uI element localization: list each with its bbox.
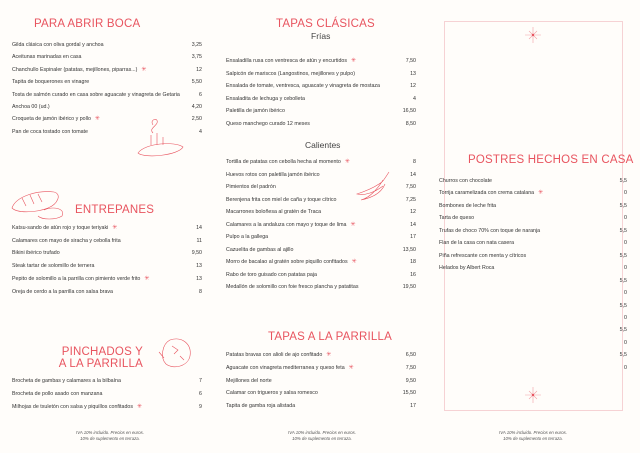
menu-item-name-wrap	[226, 376, 272, 386]
menu-item-price: 9,50	[191, 250, 202, 257]
menu-item-name-wrap	[226, 170, 320, 180]
menu-item-price: 8	[413, 159, 416, 165]
menu-item-price: 13	[410, 70, 416, 77]
menu-item	[226, 220, 416, 230]
menu-item	[439, 251, 627, 261]
footer-note	[50, 430, 170, 442]
footer-note	[473, 430, 593, 442]
menu-item-name: Tapita de gamba roja alistada	[226, 403, 296, 410]
section-title-entrepanes: ENTREPANES	[75, 204, 155, 216]
menu-item-name: Queso manchego curado 12 meses	[226, 121, 310, 127]
star-ornament-icon	[524, 26, 542, 44]
menu-item-name: Tarta de queso	[439, 215, 475, 222]
menu-item-name-wrap	[226, 119, 310, 129]
menu-item-price: 5,5	[619, 277, 627, 284]
menu-item-price: 8,50	[405, 121, 416, 127]
menu-item	[226, 257, 416, 267]
menu-item-price: 4	[199, 128, 202, 135]
menu-item-name: Ensalada de tomate, ventresca, aguacate y vinagreta de mostaza	[226, 83, 380, 90]
menu-item-price: 7,50	[405, 364, 416, 371]
menu-item-name-wrap	[439, 226, 540, 236]
menu-item-price: 9,50	[405, 377, 416, 384]
subtitle-calientes: Calientes	[305, 140, 341, 150]
menu-item-name-wrap	[226, 363, 354, 373]
menu-item	[12, 376, 202, 386]
menu-item	[439, 301, 627, 311]
menu-item	[226, 388, 416, 398]
menu-item	[226, 106, 416, 116]
star-mark-icon: ✳	[348, 364, 354, 371]
footer-line: 10% de suplemento en terraza.	[292, 436, 352, 441]
star-mark-icon: ✳	[144, 275, 150, 282]
menu-item-name-wrap	[439, 213, 474, 223]
menu-item-name-wrap	[12, 52, 82, 62]
menu-item-price: 0	[624, 215, 627, 222]
menu-item-name: Pepito de solomillo a la parrilla con pimiento verde frito	[12, 275, 141, 282]
menu-item-name-wrap	[226, 56, 356, 66]
menu-item-name-wrap	[226, 182, 276, 192]
footer-line: IVA 10% incluido. Precios en euros.	[288, 430, 356, 435]
sketch-bread-illustration	[8, 186, 66, 221]
menu-item-name: Morro de bacalao al gratén sobre piquillo confitados	[226, 259, 348, 265]
menu-item-price: 5,5	[619, 202, 627, 209]
menu-item-name-wrap	[226, 207, 321, 217]
menu-item	[12, 52, 202, 62]
section-title-tapas-a-la-parrilla: TAPAS A LA PARRILLA	[268, 331, 392, 343]
menu-item-price: 16	[410, 271, 416, 278]
menu-item-name-wrap	[12, 236, 121, 246]
menu-item	[439, 288, 627, 298]
menu-item	[439, 188, 627, 198]
menu-item-name-wrap	[12, 65, 146, 75]
menu-item	[439, 350, 627, 360]
menu-item-price: 5,5	[619, 227, 627, 234]
menu-item	[439, 363, 627, 373]
menu-item-name: Tortilla de patatas con cebolla hecha al momento	[226, 159, 341, 165]
menu-item-name: Ensaladilla rusa con ventresca de atún y encurtidos	[226, 58, 348, 64]
menu-item-name: Torrija caramelizada con crema catalana	[439, 190, 535, 197]
menu-item-name: Cazuelita de gambas al ajillo	[226, 246, 294, 253]
menu-item-price: 0	[624, 190, 627, 197]
menu-item-name-wrap	[226, 270, 317, 280]
menu-item-name-wrap	[226, 81, 380, 91]
menu-item-name-wrap	[439, 188, 543, 198]
menu-item-name-wrap	[226, 106, 285, 116]
menu-item-price: 17	[410, 403, 416, 410]
menu-item-price: 12	[410, 83, 416, 90]
menu-item-name-wrap	[226, 232, 268, 242]
menu-item-name: Tapita de boquerones en vinagre	[12, 79, 90, 86]
footer-note	[262, 430, 382, 442]
menu-item	[12, 389, 202, 399]
sketch-skewer-illustration	[156, 336, 196, 372]
menu-item-name-wrap	[12, 402, 142, 412]
menu-item	[439, 176, 627, 186]
menu-item-price: 8	[199, 288, 202, 295]
menu-item	[439, 313, 627, 323]
menu-item-name-wrap	[226, 157, 350, 167]
menu-item	[226, 81, 416, 91]
menu-item-name-wrap	[12, 77, 89, 87]
menu-item	[12, 402, 202, 412]
menu-item	[12, 77, 202, 87]
footer-line: 10% de suplemento en terraza.	[80, 436, 140, 441]
menu-item-name-wrap	[12, 287, 113, 297]
menu-item-name: Huevos rotos con paletilla jamón ibérico	[226, 171, 320, 178]
menu-item-price: 6,50	[405, 352, 416, 358]
menu-item-price: 14	[410, 171, 416, 178]
menu-item-name: Chanchullo Espinaler (patatas, mejillones, piparras...)	[12, 66, 138, 73]
menu-item-name-wrap	[226, 282, 359, 292]
menu-item	[226, 376, 416, 386]
menu-item-name-wrap	[12, 40, 104, 50]
star-mark-icon: ✳	[141, 66, 147, 73]
menu-item-name: Pan de coca tostado con tomate	[12, 128, 88, 135]
menu-item-price: 15,50	[402, 390, 416, 397]
menu-item	[226, 245, 416, 255]
menu-item	[226, 56, 416, 66]
menu-item	[12, 261, 202, 271]
menu-item-price: 17	[410, 234, 416, 240]
menu-item-name: Mejillones del norte	[226, 377, 272, 384]
menu-item-price: 0	[624, 314, 627, 321]
menu-item-price: 5,5	[619, 352, 627, 359]
menu-item-price: 3,25	[191, 42, 202, 48]
section-title-postres: POSTRES HECHOS EN CASA	[468, 154, 634, 166]
menu-item	[226, 350, 416, 360]
menu-item	[12, 90, 202, 100]
footer-line: 10% de suplemento en terraza.	[503, 436, 563, 441]
menu-item-name: Katsu-sando de atún rojo y toque teriyaki	[12, 225, 109, 231]
section-title-pinchados	[59, 346, 143, 370]
menu-item-name: Salpicón de mariscos (Langostinos, mejillones y pulpo)	[226, 70, 355, 77]
menu-item-name-wrap	[12, 114, 100, 124]
menu-item-name-wrap	[12, 248, 60, 258]
menu-item	[226, 282, 416, 292]
menu-item	[439, 325, 627, 335]
menu-item	[226, 69, 416, 79]
star-ornament-icon	[524, 386, 542, 404]
menu-item-name-wrap	[226, 350, 331, 360]
menu-item-name: Helados by Albert Roca	[439, 265, 495, 272]
menu-item-name-wrap	[439, 201, 496, 211]
menu-item	[439, 238, 627, 248]
star-mark-icon: ✳	[351, 58, 357, 64]
menu-item-name-wrap	[226, 401, 295, 411]
star-mark-icon: ✳	[351, 259, 357, 265]
star-mark-icon: ✳	[94, 116, 100, 123]
menu-item-price: 9	[199, 403, 202, 410]
title-line: A LA PARRILLA	[58, 358, 143, 370]
menu-item-name: Brocheta de gambas y calamares a la bilbaína	[12, 378, 121, 384]
sketch-tapa-illustration	[135, 115, 185, 160]
menu-item	[12, 236, 202, 246]
menu-item-name: Flan de la casa con nata casera	[439, 240, 515, 247]
menu-item-name: Bikini ibérico trufado	[12, 250, 60, 257]
star-mark-icon: ✳	[350, 221, 356, 228]
menu-item-name: Bombones de leche frita	[439, 202, 497, 209]
menu-item	[12, 248, 202, 258]
menu-item	[226, 94, 416, 104]
footer-line: IVA 10% incluido. Precios en euros.	[499, 430, 567, 435]
menu-item	[439, 263, 627, 273]
menu-item-name: Calamar con trigueros y salsa romesco	[226, 390, 318, 397]
menu-item-name-wrap	[12, 261, 94, 271]
menu-item	[226, 401, 416, 411]
menu-item-name: Ensaladita de lechuga y cebolleta	[226, 95, 305, 102]
menu-item	[12, 65, 202, 75]
menu-item-name-wrap	[12, 127, 88, 137]
menu-item-price: 12	[196, 66, 202, 73]
menu-item-price: 13	[196, 275, 202, 282]
menu-item-name: Medallón de solomillo con foie fresco plancha y patatitas	[226, 284, 359, 290]
menu-item	[226, 119, 416, 129]
menu-item-price: 0	[624, 240, 627, 247]
menu-item-name-wrap	[439, 263, 494, 273]
menu-item-name: Anchoa 00 (ud.)	[12, 104, 50, 110]
menu-item	[226, 270, 416, 280]
menu-item	[439, 201, 627, 211]
menu-item	[226, 207, 416, 217]
menu-item-price: 0	[624, 364, 627, 371]
star-mark-icon: ✳	[344, 159, 350, 165]
menu-item	[12, 223, 202, 233]
menu-item-name: Pulpo a la gallega	[226, 234, 269, 240]
menu-item-name-wrap	[226, 245, 293, 255]
menu-item-name: Steak tartar de solomillo de ternera	[12, 263, 95, 270]
menu-item-price: 18	[410, 259, 416, 265]
menu-item-name: Macarrones boloñesa al gratén de Traca	[226, 209, 322, 215]
menu-item-price: 13,50	[402, 246, 416, 253]
subtitle-frias: Frías	[311, 31, 331, 41]
menu-item-name-wrap	[12, 376, 121, 386]
menu-item-name-wrap	[439, 176, 492, 186]
star-mark-icon: ✳	[538, 190, 544, 197]
menu-item-price: 0	[624, 265, 627, 272]
menu-item-price: 6	[199, 390, 202, 397]
menu-item-name-wrap	[226, 69, 355, 79]
menu-item-price: 14	[410, 221, 416, 228]
menu-item-name-wrap	[12, 389, 102, 399]
menu-item	[12, 40, 202, 50]
menu-item	[226, 157, 416, 167]
menu-item-price: 7,50	[405, 58, 416, 64]
menu-item-name: Paletilla de jamón ibérico	[226, 108, 285, 115]
menu-item-name-wrap	[12, 274, 149, 284]
menu-item-price: 5,5	[619, 302, 627, 309]
menu-item-price: 7,25	[405, 196, 416, 203]
menu-item-price: 6	[199, 91, 202, 98]
menu-item-price: 16,50	[402, 108, 416, 115]
menu-item	[12, 102, 202, 112]
menu-item	[439, 338, 627, 348]
menu-item-name: Aceitunas marinadas en casa	[12, 54, 82, 61]
menu-item	[226, 363, 416, 373]
menu-item-price: 3,75	[191, 54, 202, 61]
star-mark-icon: ✳	[112, 225, 118, 231]
menu-item	[439, 213, 627, 223]
menu-item-name: Rabo de toro guisado con patatas paja	[226, 271, 317, 278]
menu-item-price: 5,5	[619, 178, 627, 184]
menu-item-price: 13	[196, 263, 202, 270]
menu-item-price: 4,20	[191, 104, 202, 110]
menu-item-price: 5,5	[619, 252, 627, 259]
menu-item	[12, 287, 202, 297]
menu-item-name-wrap	[439, 251, 526, 261]
menu-item-price: 7	[199, 378, 202, 384]
menu-item-name: Trufas de choco 70% con toque de naranja	[439, 227, 541, 234]
menu-item-price: 19,50	[402, 284, 416, 290]
menu-item-price: 0	[624, 290, 627, 297]
star-mark-icon: ✳	[137, 403, 143, 410]
menu-item-name: Churros con chocolate	[439, 178, 492, 184]
menu-item-price: 5,50	[191, 79, 202, 86]
menu-item-name: Gilda clásica con oliva gordal y anchoa	[12, 42, 104, 48]
section-title-para-abrir-boca: PARA ABRIR BOCA	[34, 18, 141, 30]
menu-item-name-wrap	[226, 220, 355, 230]
menu-item-name-wrap	[226, 388, 318, 398]
menu-item-name: Piña refrescante con menta y cítricos	[439, 252, 527, 259]
menu-item-name: Brocheta de pollo asado con manzana	[12, 390, 103, 397]
menu-item	[439, 226, 627, 236]
menu-item-name-wrap	[12, 102, 50, 112]
menu-item-name: Aguacate con vinagreta mediterranea y queso feta	[226, 364, 345, 371]
menu-item-name-wrap	[439, 238, 514, 248]
menu-item-name: Berenjena frita con miel de caña y toque cítrico	[226, 196, 337, 203]
section-title-tapas-clasicas: TAPAS CLÁSICAS	[276, 18, 375, 30]
menu-item-name: Tosta de salmón curado en casa sobre aguacate y vinagreta de Getaria	[12, 91, 180, 98]
menu-item-price: 2,50	[191, 116, 202, 123]
footer-line: IVA 10% incluido. Precios en euros.	[76, 430, 144, 435]
menu-item-name: Patatas bravas con alioli de ajo confitado	[226, 352, 323, 358]
menu-item-price: 14	[196, 225, 202, 231]
sketch-pepper-illustration	[355, 170, 391, 202]
menu-item-name: Oreja de cerdo a la parrilla con salsa brava	[12, 288, 113, 295]
menu-item-name: Croqueta de jamón ibérico y pollo	[12, 116, 91, 123]
menu-item	[12, 274, 202, 284]
menu-item-price: 12	[410, 209, 416, 215]
menu-item-price: 7,50	[405, 184, 416, 190]
star-mark-icon: ✳	[326, 352, 332, 358]
menu-item-name: Milhojas de txuletón con salsa y piquillos confitados	[12, 403, 134, 410]
title-line: PINCHADOS Y	[61, 346, 143, 358]
menu-item-name-wrap	[226, 257, 357, 267]
menu-item-price: 4	[413, 95, 416, 102]
menu-item-name-wrap	[226, 195, 336, 205]
menu-item-price: 11	[196, 237, 202, 244]
menu-item-name: Pimientos del padrón	[226, 184, 276, 190]
menu-item-price: 5,5	[619, 327, 627, 334]
menu-item-name-wrap	[226, 94, 305, 104]
menu-item-price: 0	[624, 339, 627, 346]
menu-item-name: Calamares con mayo de siracha y cebolla frita	[12, 237, 121, 244]
menu-item-name-wrap	[12, 90, 180, 100]
menu-item	[226, 232, 416, 242]
menu-item-name: Calamares a la andaluza con mayo y toque de lima	[226, 221, 347, 228]
menu-item-name-wrap	[12, 223, 117, 233]
menu-item	[439, 276, 627, 286]
